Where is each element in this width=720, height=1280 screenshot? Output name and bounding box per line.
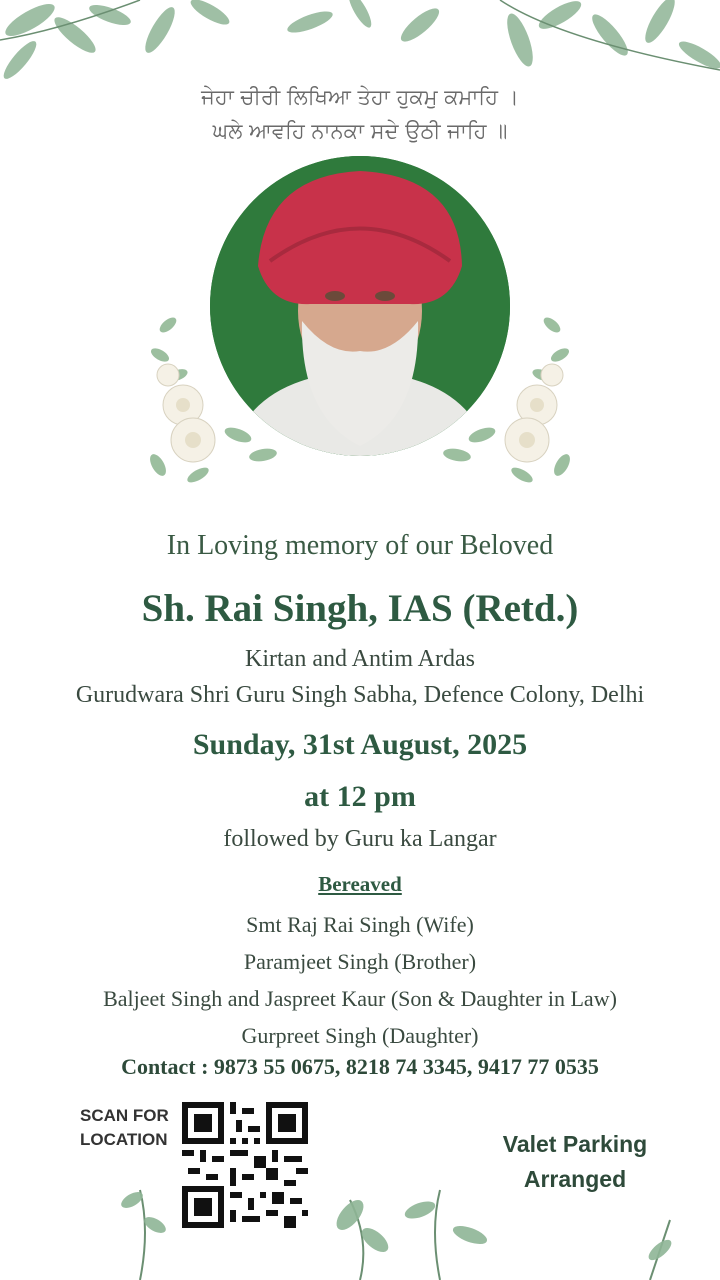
- gurbani-line-2: ਘਲੇ ਆਵਹਿ ਨਾਨਕਾ ਸਦੇ ਉਠੀ ਜਾਹਿ ॥: [212, 119, 508, 143]
- gurbani-line-1: ਜੇਹਾ ਚੀਰੀ ਲਿਖਿਆ ਤੇਹਾ ਹੁਕਮੁ ਕਮਾਹਿ ।: [201, 85, 519, 109]
- contact-numbers: Contact : 9873 55 0675, 8218 74 3345, 9417 77 0535: [121, 1054, 599, 1079]
- valet-line-1: Valet Parking: [502, 1131, 648, 1157]
- gurbani-verse: [0, 80, 720, 148]
- memorial-intro: In Loving memory of our Beloved: [166, 530, 554, 561]
- venue-address: Gurudwara Shri Guru Singh Sabha, Defence Colony, Delhi: [75, 682, 645, 708]
- bereaved-member: Paramjeet Singh (Brother): [243, 949, 477, 974]
- ceremony-date: Sunday, 31st August, 2025: [192, 728, 528, 761]
- scan-label-line-1: SCAN FOR: [80, 1106, 169, 1125]
- scan-label-line-2: LOCATION: [80, 1130, 168, 1149]
- ceremony-title: Kirtan and Antim Ardas: [245, 646, 475, 672]
- scan-for-location-label: [80, 1104, 169, 1152]
- bereaved-member: Gurpreet Singh (Daughter): [241, 1023, 479, 1048]
- bereaved-heading: Bereaved: [318, 872, 402, 896]
- portrait-photo: [210, 156, 510, 456]
- valet-parking-note: [484, 1127, 666, 1197]
- deceased-name: Sh. Rai Singh, IAS (Retd.): [141, 587, 579, 630]
- ceremony-time: at 12 pm: [304, 780, 416, 813]
- valet-line-2: Arranged: [523, 1166, 627, 1192]
- langar-note: followed by Guru ka Langar: [223, 826, 497, 852]
- bereaved-member: Smt Raj Rai Singh (Wife): [246, 912, 474, 937]
- bereaved-member: Baljeet Singh and Jaspreet Kaur (Son & Daughter in Law): [103, 986, 617, 1011]
- bereaved-list: [0, 906, 720, 1054]
- portrait-illustration: [210, 156, 510, 456]
- location-qr-code[interactable]: [182, 1102, 308, 1228]
